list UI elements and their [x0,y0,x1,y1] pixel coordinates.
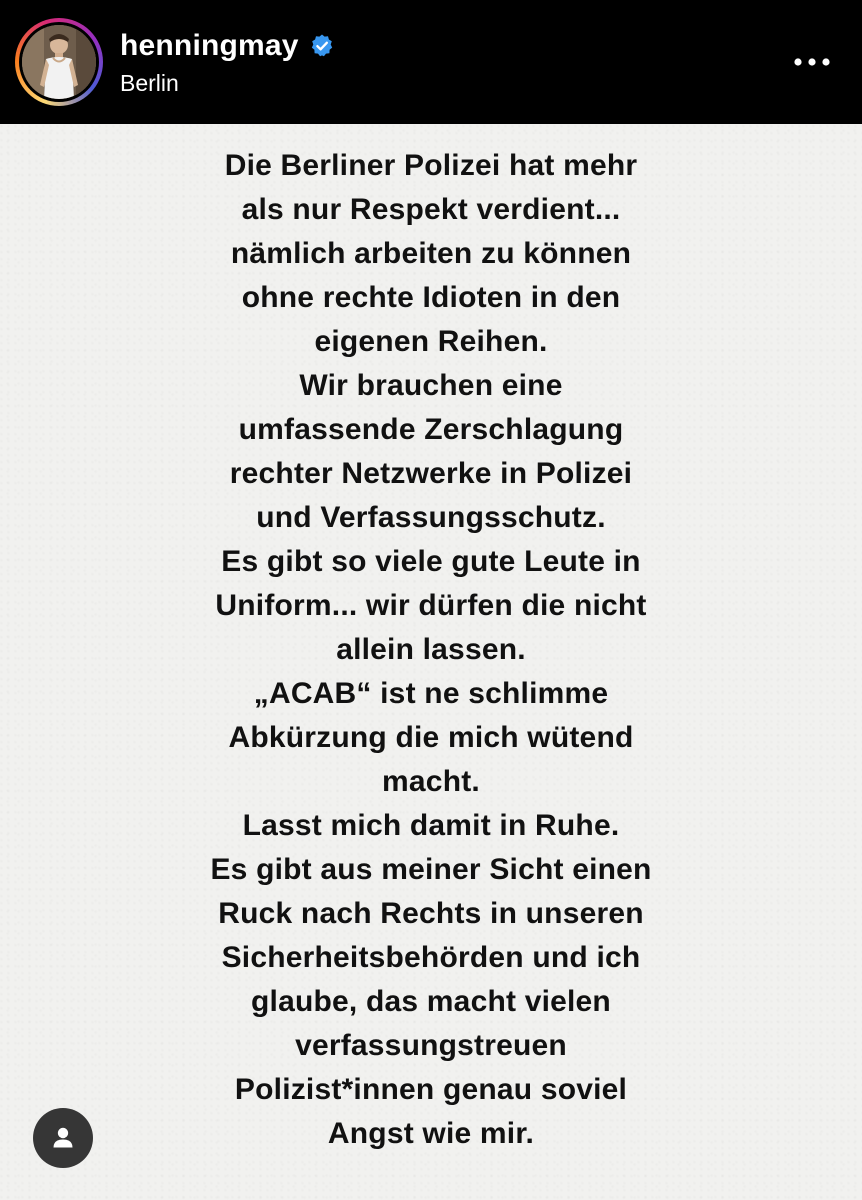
story-line: Angst wie mir. [327,1117,535,1150]
story-line: umfassende Zerschlagung [238,413,624,446]
story-line: Es gibt so viele gute Leute in [221,545,641,578]
more-options-button[interactable] [782,44,842,80]
verified-badge-icon [309,33,335,59]
story-line: verfassungstreuen [295,1029,567,1062]
username[interactable]: henningmay [120,29,299,62]
story-line: glaube, das macht vielen [251,985,611,1018]
story-line: „ACAB“ ist ne schlimme [253,677,609,710]
avatar-photo [22,25,96,99]
location-label[interactable]: Berlin [120,70,179,96]
story-line: Uniform... wir dürfen die nicht [215,589,647,622]
story-line: allein lassen. [336,633,526,666]
profile-avatar-ring[interactable] [15,18,103,106]
story-line: Ruck nach Rechts in unseren [218,897,644,930]
story-line: Es gibt aus meiner Sicht einen [210,853,652,886]
story-line: macht. [382,765,480,798]
story-line: Abkürzung die mich wütend [228,721,634,754]
story-line: und Verfassungsschutz. [256,501,606,534]
story-line: eigenen Reihen. [314,325,548,358]
story-line: rechter Netzwerke in Polizei [229,457,633,490]
story-line: als nur Respekt verdient... [241,193,621,226]
story-line: Wir brauchen eine [299,369,563,402]
story-text [140,144,722,1156]
more-options-icon [792,57,832,67]
story-line: nämlich arbeiten zu können [230,237,632,270]
story-line: ohne rechte Idioten in den [241,281,621,314]
tagged-users-button[interactable] [33,1108,93,1168]
story-line: Lasst mich damit in Ruhe. [242,809,620,842]
story-line: Polizist*innen genau soviel [234,1073,628,1106]
story-content[interactable] [0,124,862,1200]
story-header [0,0,862,124]
story-line: Die Berliner Polizei hat mehr [224,149,638,182]
story-line: Sicherheitsbehörden und ich [221,941,641,974]
avatar[interactable] [22,25,96,99]
user-tag-icon [50,1125,76,1151]
